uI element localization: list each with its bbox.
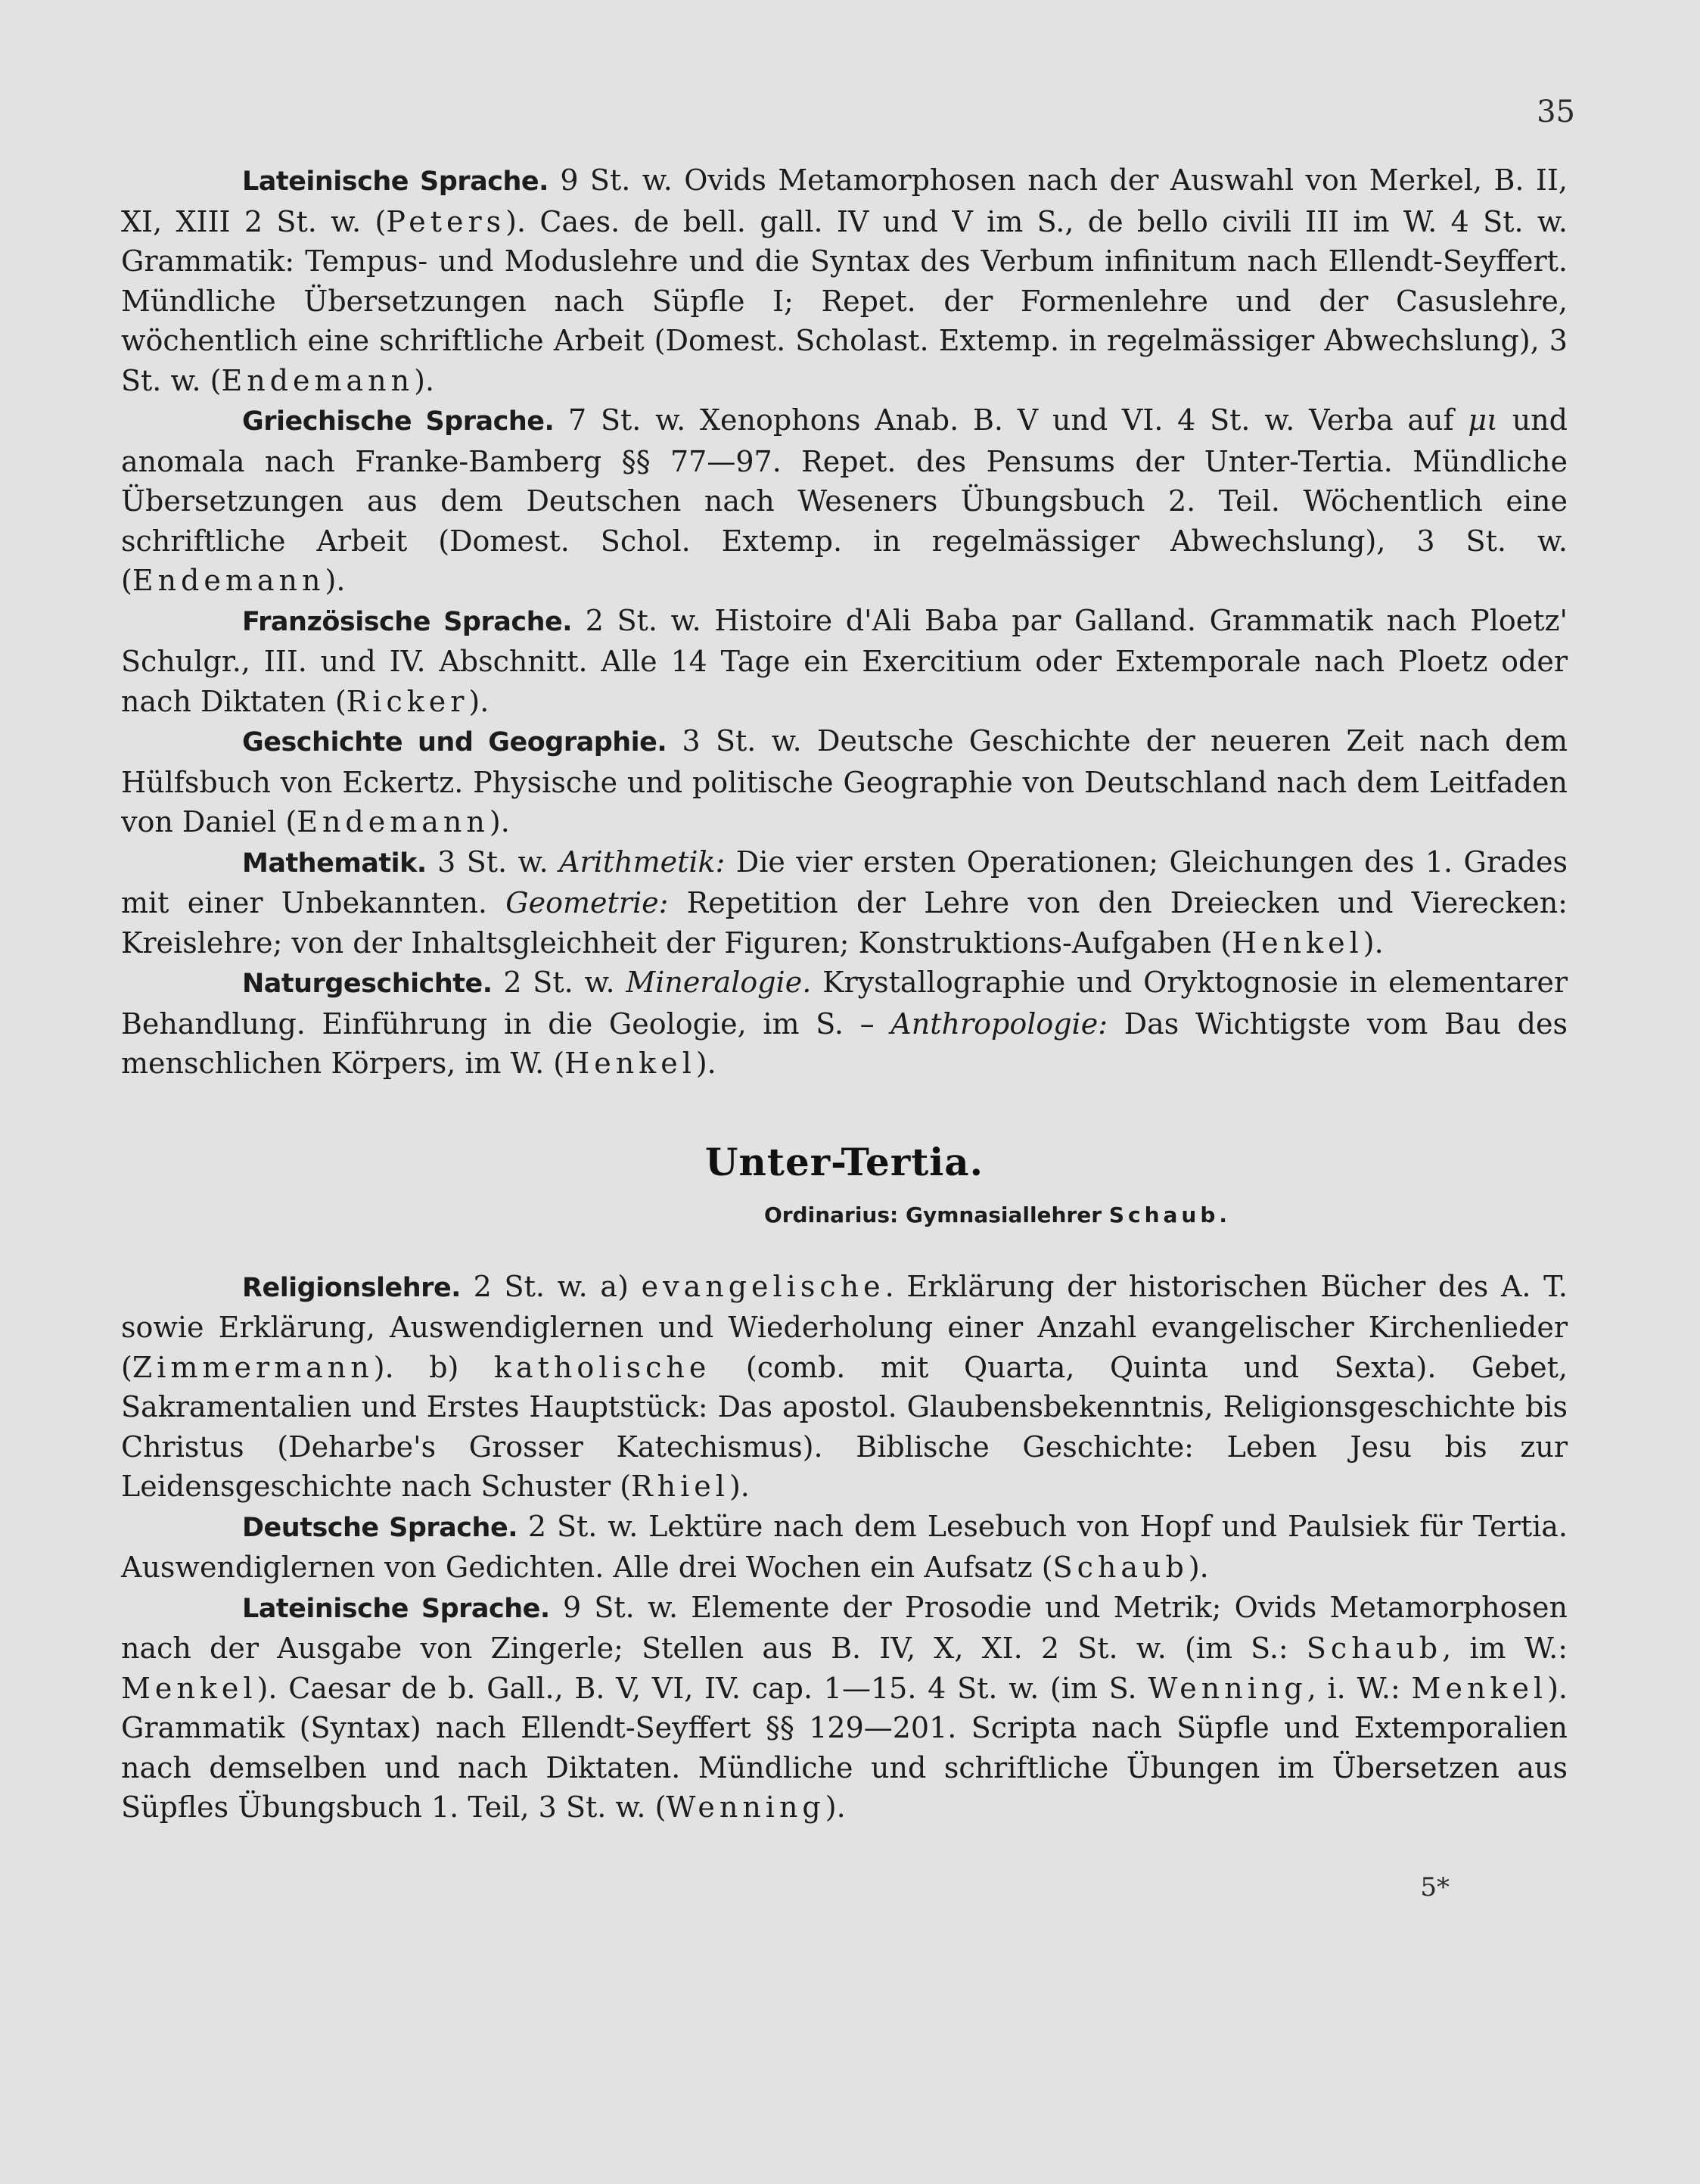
paragraph-geschichte-geographie xyxy=(121,721,1568,842)
teacher-name: Ricker xyxy=(346,684,469,718)
text-run: 7 St. w. Xenophons Anab. B. V und VI. 4 St. w. Verba auf xyxy=(554,403,1468,437)
text-run: 3 St. w. Deutsche Geschichte der neueren Zeit nach dem Hülfsbuch von Eckertz. Physische und politische Geographie von Deutschland nach dem Leitfaden von Daniel ( xyxy=(121,724,1568,838)
teacher-name: Menkel xyxy=(121,1671,257,1705)
text-run: ). xyxy=(489,805,510,838)
teacher-name: Schaub xyxy=(1052,1551,1189,1584)
signature-mark: 5* xyxy=(1420,1872,1450,1902)
text-run: 2 St. w. Histoire d'Ali Baba par Galland. Grammatik nach Ploetz' Schulgr., III. und IV. Abschnitt. Alle 14 Tage ein Exercitium oder Extemporale nach Ploetz oder nach Diktaten ( xyxy=(121,603,1568,718)
topic-label: Arithmetik: xyxy=(559,845,726,879)
topic-label: Mineralogie. xyxy=(626,966,812,999)
subject-heading: Französische Sprache. xyxy=(242,606,573,637)
text-run: ). xyxy=(1363,926,1384,960)
subject-heading: Lateinische Sprache. xyxy=(242,1593,550,1624)
text-run: ). xyxy=(729,1470,750,1503)
topic-label: Geometrie: xyxy=(505,886,669,919)
section-title: Unter-Tertia. xyxy=(704,1139,984,1184)
text-run: ). xyxy=(468,684,489,718)
subject-heading: Griechische Sprache. xyxy=(242,406,555,437)
subject-heading: Religionslehre. xyxy=(242,1272,461,1303)
text-run: 9 St. w. Elemente der Prosodie und Metrik; Ovids Metamorphosen nach der Ausgabe von Zingerle; Stellen aus B. IV, X, XI. 2 St. w. (im S.: xyxy=(121,1590,1568,1665)
teacher-name: Wenning xyxy=(666,1790,825,1824)
teacher-name: Zimmermann xyxy=(132,1350,374,1384)
text-run: , i. W.: xyxy=(1307,1671,1412,1705)
teacher-name: Peters xyxy=(386,204,506,238)
ordinarius-name: Schaub xyxy=(1108,1202,1220,1227)
subject-heading: Deutsche Sprache. xyxy=(242,1512,517,1543)
text-run: 3 St. w. xyxy=(426,845,560,879)
text-run: ). xyxy=(414,363,435,397)
paragraph-deutsche-sprache xyxy=(121,1507,1568,1588)
paragraph-mathematik xyxy=(121,842,1568,963)
text-run: Repetition der Lehre von den Dreiecken und Vierecken: Kreislehre; von der Inhaltsgleichheit der Figuren; Konstruktions-Aufgaben ( xyxy=(121,886,1568,960)
page-number: 35 xyxy=(1537,95,1575,129)
text-run: ). Caesar de b. Gall., B. V, VI, IV. cap. 1—15. 4 St. w. (im S. xyxy=(256,1671,1148,1705)
text-run: Krystallographie und Oryktognosie in elementarer Behandlung. Einführung in die Geologie, im S. – xyxy=(121,966,1568,1041)
teacher-name: Henkel xyxy=(564,1047,696,1080)
paragraph-griechische-sprache xyxy=(121,400,1568,601)
confession-label: evangelische xyxy=(641,1269,885,1303)
text-run: und anomala nach Franke-Bamberg §§ 77—97. Repet. des Pensums der Unter-Tertia. Mündliche Übersetzungen aus dem Deutschen nach Weseners Übungsbuch 2. Teil. Wöchentlich eine schriftliche Arbeit (Domest. Schol. Extemp. in regelmässiger Abwechslung), 3 St. w. ( xyxy=(121,403,1568,597)
paragraph-lateinische-sprache-ut xyxy=(121,1588,1568,1828)
text-run: 2 St. w. Lektüre nach dem Lesebuch von Hopf und Paulsiek für Tertia. Auswendiglernen von Gedichten. Alle drei Wochen ein Aufsatz ( xyxy=(121,1509,1568,1584)
teacher-name: Schaub xyxy=(1306,1632,1443,1665)
confession-label: katholische xyxy=(493,1350,711,1384)
text-run: ). xyxy=(695,1047,716,1080)
teacher-name: Wenning xyxy=(1148,1671,1307,1705)
subject-heading: Geschichte und Geographie. xyxy=(242,727,667,758)
subject-heading: Lateinische Sprache. xyxy=(242,166,549,197)
text-run: ). b) xyxy=(373,1350,494,1384)
text-run: ). xyxy=(1188,1551,1209,1584)
paragraph-lateinische-sprache-ot xyxy=(121,160,1568,400)
paragraph-naturgeschichte xyxy=(121,963,1568,1084)
ordinarius-end: . xyxy=(1219,1202,1228,1227)
subject-heading: Naturgeschichte. xyxy=(242,969,493,999)
text-run: ). Caes. de bell. gall. IV und V im S., de bello civili III im W. 4 St. w. Grammatik: Tempus- und Moduslehre und die Syntax des Verbum infinitum nach Ellendt-Seyffert. Mündliche Übersetzungen nach Süpfle I; Repet. der Formenlehre und der Casuslehre, wöchentlich eine schriftliche Arbeit (Domest. Scholast. Extemp. in regelmässiger Abwechslung), 3 St. w. ( xyxy=(121,204,1568,397)
section-ordinarius xyxy=(121,1200,1568,1230)
text-run: ). xyxy=(325,564,346,597)
text-run: (comb. mit Quarta, Quinta und Sexta). Gebet, Sakramentalien und Erstes Hauptstück: Das apostol. Glaubensbekenntnis, Religionsgeschichte bis Christus (Deharbe's Grosser Katechismus). Biblische Geschichte: Leben Jesu bis zur Leidensgeschichte nach Schuster ( xyxy=(121,1350,1568,1503)
text-run: ). Grammatik (Syntax) nach Ellendt-Seyffert §§ 129—201. Scripta nach Süpfle und Extemporalien nach demselben und nach Diktaten. Mündliche und schriftliche Übungen im Übersetzen aus Süpfles Übungsbuch 1. Teil, 3 St. w. ( xyxy=(121,1671,1568,1824)
teacher-name: Endemann xyxy=(221,363,415,397)
page-content xyxy=(121,160,1568,1828)
text-run: 2 St. w. a) xyxy=(460,1269,642,1303)
teacher-name: Endemann xyxy=(297,805,489,838)
subject-heading: Mathematik. xyxy=(242,848,427,879)
paragraph-franzoesische-sprache xyxy=(121,601,1568,722)
text-run: ). xyxy=(825,1790,846,1824)
text-run: . Erklärung der historischen Bücher des A. T. sowie Erklärung, Auswendiglernen und Wiederholung einer Anzahl evangelischer Kirchenlieder ( xyxy=(121,1269,1568,1384)
ordinarius-label: Ordinarius: Gymnasiallehrer xyxy=(763,1202,1109,1227)
topic-label: Anthropologie: xyxy=(890,1006,1108,1041)
greek-text: μι xyxy=(1468,403,1498,437)
teacher-name: Menkel xyxy=(1411,1671,1548,1705)
teacher-name: Henkel xyxy=(1232,926,1363,960)
text-run: 9 St. w. Ovids Metamorphosen nach der Auswahl von Merkel, B. II, XI, XIII 2 St. w. ( xyxy=(121,163,1568,238)
text-run: Das Wichtigste vom Bau des menschlichen Körpers, im W. ( xyxy=(121,1006,1568,1080)
paragraph-religionslehre xyxy=(121,1267,1568,1507)
teacher-name: Rhiel xyxy=(631,1470,729,1503)
text-run: Die vier ersten Operationen; Gleichungen des 1. Grades mit einer Unbekannten. xyxy=(121,845,1568,919)
text-run: , im W.: xyxy=(1442,1632,1568,1665)
text-run: 2 St. w. xyxy=(492,966,626,999)
teacher-name: Endemann xyxy=(132,564,325,597)
